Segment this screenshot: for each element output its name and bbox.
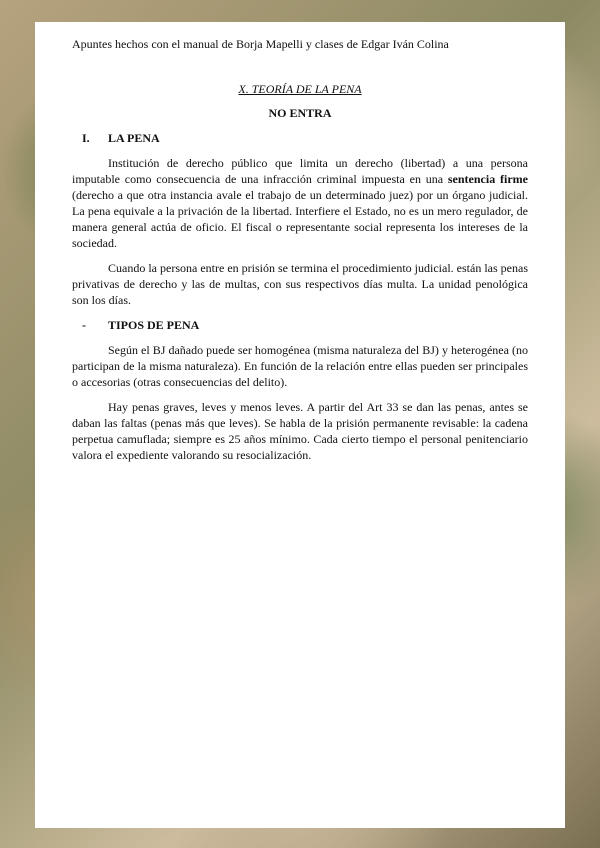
paragraph-4: Hay penas graves, leves y menos leves. A partir del Art 33 se dan las penas, antes se daban las faltas (penas más que leves). Se habla de la prisión permanente revisable: la cadena perpetua camuflada; siempre es 25 años mínimo. Cada cierto tiempo el personal penitenciario valora el expediente valorando su resocialización. — [72, 400, 528, 462]
paragraph-1 — [72, 155, 528, 251]
section-label: LA PENA — [108, 131, 160, 145]
document-content — [72, 36, 528, 472]
section-heading-tipos-de-pena — [72, 317, 528, 333]
bullet-dash: - — [82, 318, 86, 332]
paragraph-2: Cuando la persona entre en prisión se termina el procedimiento judicial. están las penas privativas de derecho y las de multas, con sus respectivos días multa. La unidad penológica son los días. — [72, 261, 528, 307]
chapter-title: X. TEORÍA DE LA PENA — [238, 82, 362, 96]
page-header: Apuntes hechos con el manual de Borja Mapelli y clases de Edgar Iván Colina — [72, 37, 449, 51]
paragraph-3: Según el BJ dañado puede ser homogénea (misma naturaleza del BJ) y heterogénea (no participan de la misma naturaleza). En función de la relación entre ellas pueden ser principales o accesorias (otras consecuencias del delito). — [72, 343, 528, 389]
paragraph-text: (derecho a que otra instancia avale el trabajo de un determinado juez) por un órgano judicial. La pena equivale a la privación de la libertad. Interfiere el Estado, no es un mero regulador, de manera general actúa de oficio. El fiscal o representante social representa los intereses de la sociedad. — [72, 188, 528, 250]
chapter-note: NO ENTRA — [268, 106, 332, 120]
paragraph-text: Institución de derecho público que limita un derecho (libertad) a una persona imputable como consecuencia de una infracción criminal impuesta en una — [72, 156, 528, 186]
section-heading-la-pena — [72, 130, 528, 146]
section-number: I. — [82, 131, 90, 145]
bold-term: sentencia firme — [447, 172, 528, 186]
section-label: TIPOS DE PENA — [108, 318, 200, 332]
document-page — [35, 22, 565, 828]
